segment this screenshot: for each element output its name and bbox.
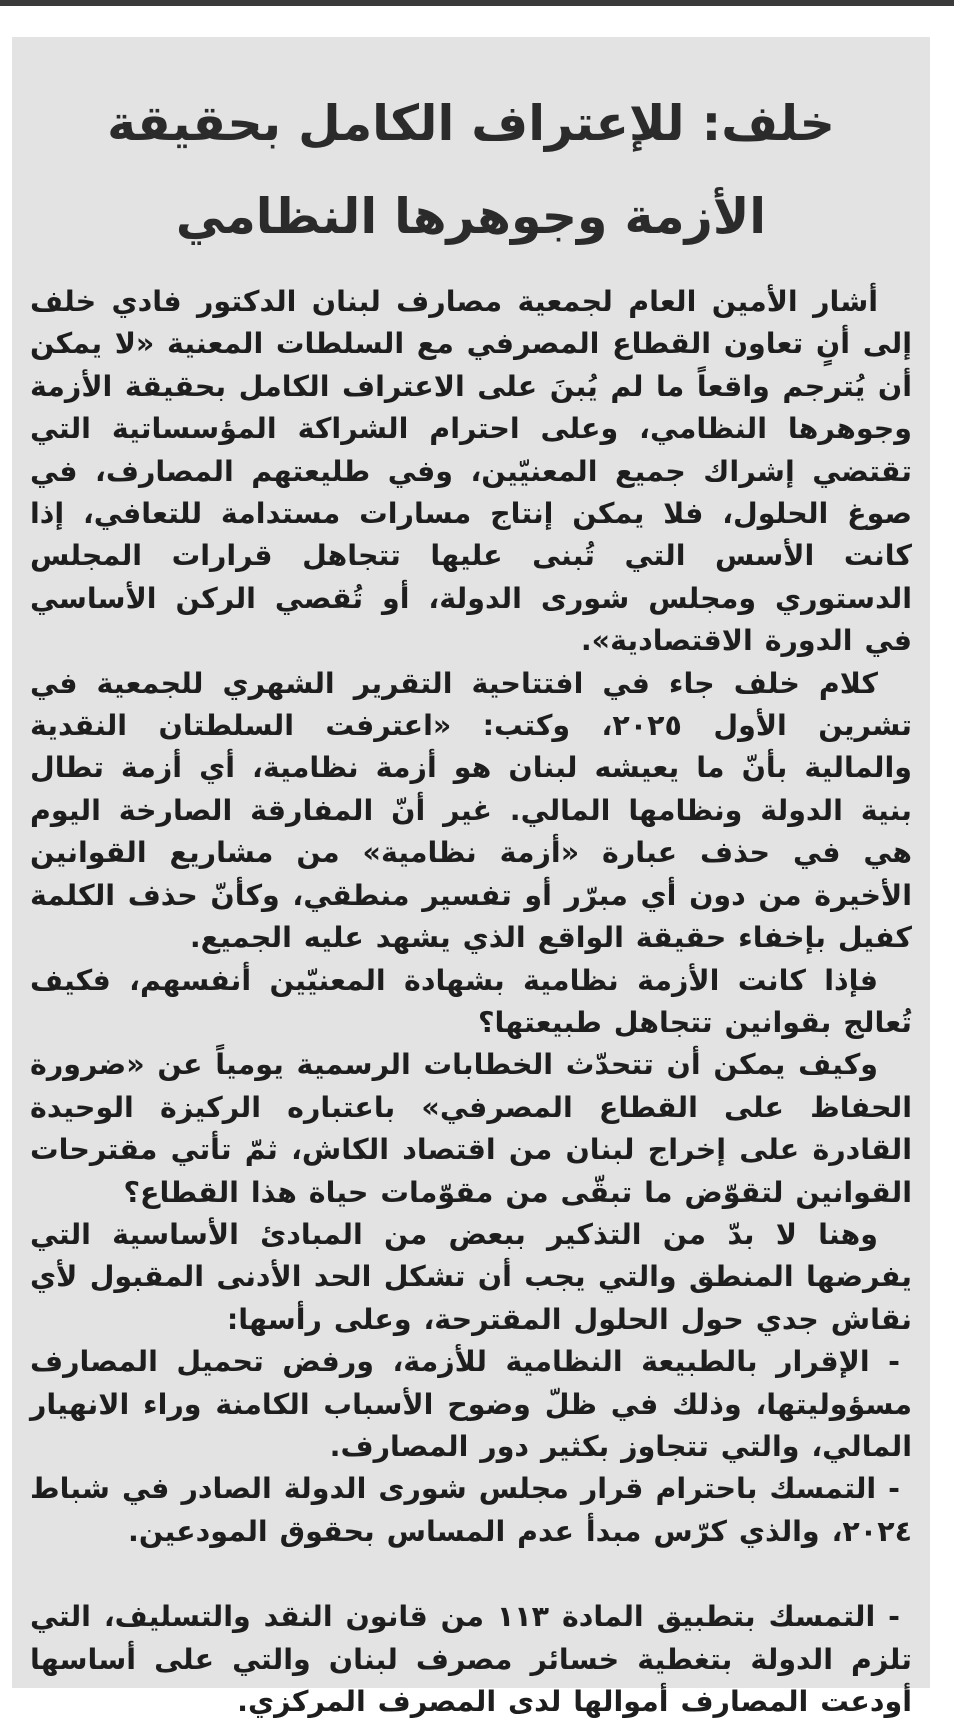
article-paragraph-6-bullet: - الإقرار بالطبيعة النظامية للأزمة، ورفض تحميل المصارف مسؤوليتها، وذلك في ظلّ وضوح الأسباب الكامنة وراء الانهيار المالي، والتي تتجاوز بكثير دور المصارف.	[30, 1345, 912, 1463]
article-paragraph-4: وكيف يمكن أن تتحدّث الخطابات الرسمية يومياً عن «ضرورة الحفاظ على القطاع المصرفي» باعتباره الركيزة الوحيدة القادرة على إخراج لبنان من اقتصاد الكاش، ثمّ تأتي مقترحات القوانين لتقوّض ما تبقّى من مقوّمات حياة هذا القطاع؟	[30, 1048, 912, 1209]
article-paragraph-7-bullet: - التمسك باحترام قرار مجلس شورى الدولة الصادر في شباط ٢٠٢٤، والذي كرّس مبدأ عدم المساس بحقوق المودعين.	[30, 1472, 912, 1548]
article-headline	[38, 77, 904, 263]
headline-line-2: الأزمة وجوهرها النظامي	[175, 188, 767, 245]
article-body	[12, 37, 930, 1718]
top-border-rule	[0, 0, 954, 6]
headline-line-1: خلف: للإعتراف الكامل بحقيقة	[107, 95, 835, 152]
article-paragraph-8-bullet: - التمسك بتطبيق المادة ١١٣ من قانون النقد والتسليف، التي تلزم الدولة بتغطية خسائر مصرف لبنان والتي على أساسها أودعت المصارف أموالها لدى المصرف المركزي.	[30, 1600, 912, 1718]
article-paragraph-5: وهنا لا بدّ من التذكير ببعض من المبادئ الأساسية التي يفرضها المنطق والتي يجب أن تشكل الحد الأدنى المقبول لأي نقاش جدي حول الحلول المقترحة، وعلى رأسها:	[30, 1217, 912, 1336]
article-text	[30, 281, 912, 1723]
article-paragraph-3: فإذا كانت الأزمة نظامية بشهادة المعنيّين أنفسهم، فكيف تُعالج بقوانين تتجاهل طبيعتها؟	[30, 963, 912, 1039]
article-paragraph-2: كلام خلف جاء في افتتاحية التقرير الشهري للجمعية في تشرين الأول ٢٠٢٥، وكتب: «اعترفت السلطتان النقدية والمالية بأنّ ما يعيشه لبنان هو أزمة نظامية، أي أزمة تطال بنية الدولة ونظامها المالي. غير أنّ المفارقة الصارخة اليوم هي في حذف عبارة «أزمة نظامية» من مشاريع القوانين الأخيرة من دون أي مبرّر أو تفسير منطقي، وكأنّ حذف الكلمة كفيل بإخفاء حقيقة الواقع الذي يشهد عليه الجميع.	[30, 666, 912, 955]
article-paragraph-1: أشار الأمين العام لجمعية مصارف لبنان الدكتور فادي خلف إلى أنٍ تعاون القطاع المصرفي مع السلطات المعنية «لا يمكن أن يُترجم واقعاً ما لم يُبنَ على الاعتراف الكامل بحقيقة الأزمة وجوهرها النظامي، وعلى احترام الشراكة المؤسساتية التي تقتضي إشراك جميع المعنيّين، وفي طليعتهم المصارف، في صوغ الحلول، فلا يمكن إنتاج مسارات مستدامة للتعافي، إذا كانت الأسس التي تُبنى عليها تتجاهل قرارات المجلس الدستوري ومجلس شورى الدولة، أو تُقصي الركن الأساسي في الدورة الاقتصادية».	[30, 285, 912, 658]
